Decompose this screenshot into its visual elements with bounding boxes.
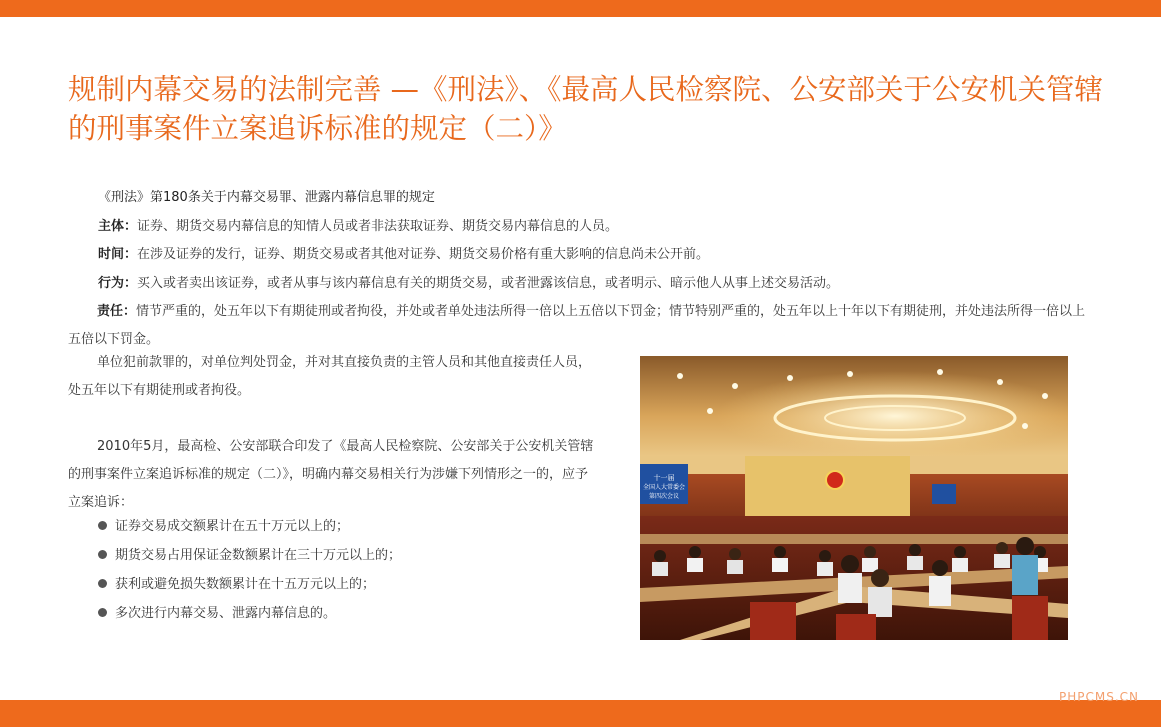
screen-line: 第四次会议 [648,493,680,500]
screen-line: 十一届 [653,474,675,482]
list-item [98,599,401,628]
law-heading: 《刑法》第180条关于内幕交易罪、泄露内幕信息罪的规定 [98,190,435,205]
bottom-accent-band [0,700,1161,727]
list-item-text: 期货交易占用保证金数额累计在三十万元以上的； [115,548,402,563]
item-time-text: 在涉及证券的发行，证券、期货交易或者其他对证券、期货交易价格有重大影响的信息尚未公开前。 [137,247,710,262]
item-subject [98,213,618,241]
page-title: 规制内幕交易的法制完善 —《刑法》、《最高人民检察院、公安部关于公安机关管辖的刑事案件立案追诉标准的规定（二）》 [68,73,1104,145]
meeting-hall-illustration [640,356,1068,640]
unit-crime-paragraph: 单位犯前款罪的，对单位判处罚金，并对其直接负责的主管人员和其他直接责任人员，处五年以下有期徒刑或者拘役。 [68,355,592,398]
screen-line: 全国人大常委会 [642,484,686,491]
list-item [98,512,401,541]
item-liability-label: 责任： [97,304,137,319]
item-behavior-label: 行为： [98,276,138,291]
item-liability-text: 情节严重的，处五年以下有期徒刑或者拘役，并处或者单处违法所得一倍以上五倍以下罚金；情节特别严重的，处五年以上十年以下有期徒刑，并处违法所得一倍以上五倍以下罚金。 [68,304,1086,347]
bullet-dot-icon [98,521,107,530]
bullet-dot-icon [98,550,107,559]
regulation-paragraph: 2010年5月，最高检、公安部联合印发了《最高人民检察院、公安部关于公安机关管辖的刑事案件立案追诉标准的规定（二）》，明确内幕交易相关行为涉嫌下列情形之一的，应予立案追诉： [68,439,594,510]
list-item [98,541,401,570]
bullet-dot-icon [98,608,107,617]
criteria-list [98,512,401,628]
watermark: PHPCMS.CN [1058,690,1139,704]
item-behavior [98,270,839,298]
meeting-hall-photo [640,356,1068,640]
item-subject-text: 证券、期货交易内幕信息的知情人员或者非法获取证券、期货交易内幕信息的人员。 [137,219,619,234]
list-item-text: 证券交易成交额累计在五十万元以上的； [115,519,350,534]
list-item [98,570,401,599]
item-behavior-text: 买入或者卖出该证券，或者从事与该内幕信息有关的期货交易，或者泄露该信息，或者明示、暗示他人从事上述交易活动。 [137,276,840,291]
top-accent-band [0,0,1161,17]
item-time-label: 时间： [98,247,138,262]
bullet-dot-icon [98,579,107,588]
item-subject-label: 主体： [98,219,138,234]
item-time [98,241,709,269]
item-liability [68,298,1098,354]
list-item-text: 获利或避免损失数额累计在十五万元以上的； [115,577,376,592]
list-item-text: 多次进行内幕交易、泄露内幕信息的。 [115,606,337,621]
